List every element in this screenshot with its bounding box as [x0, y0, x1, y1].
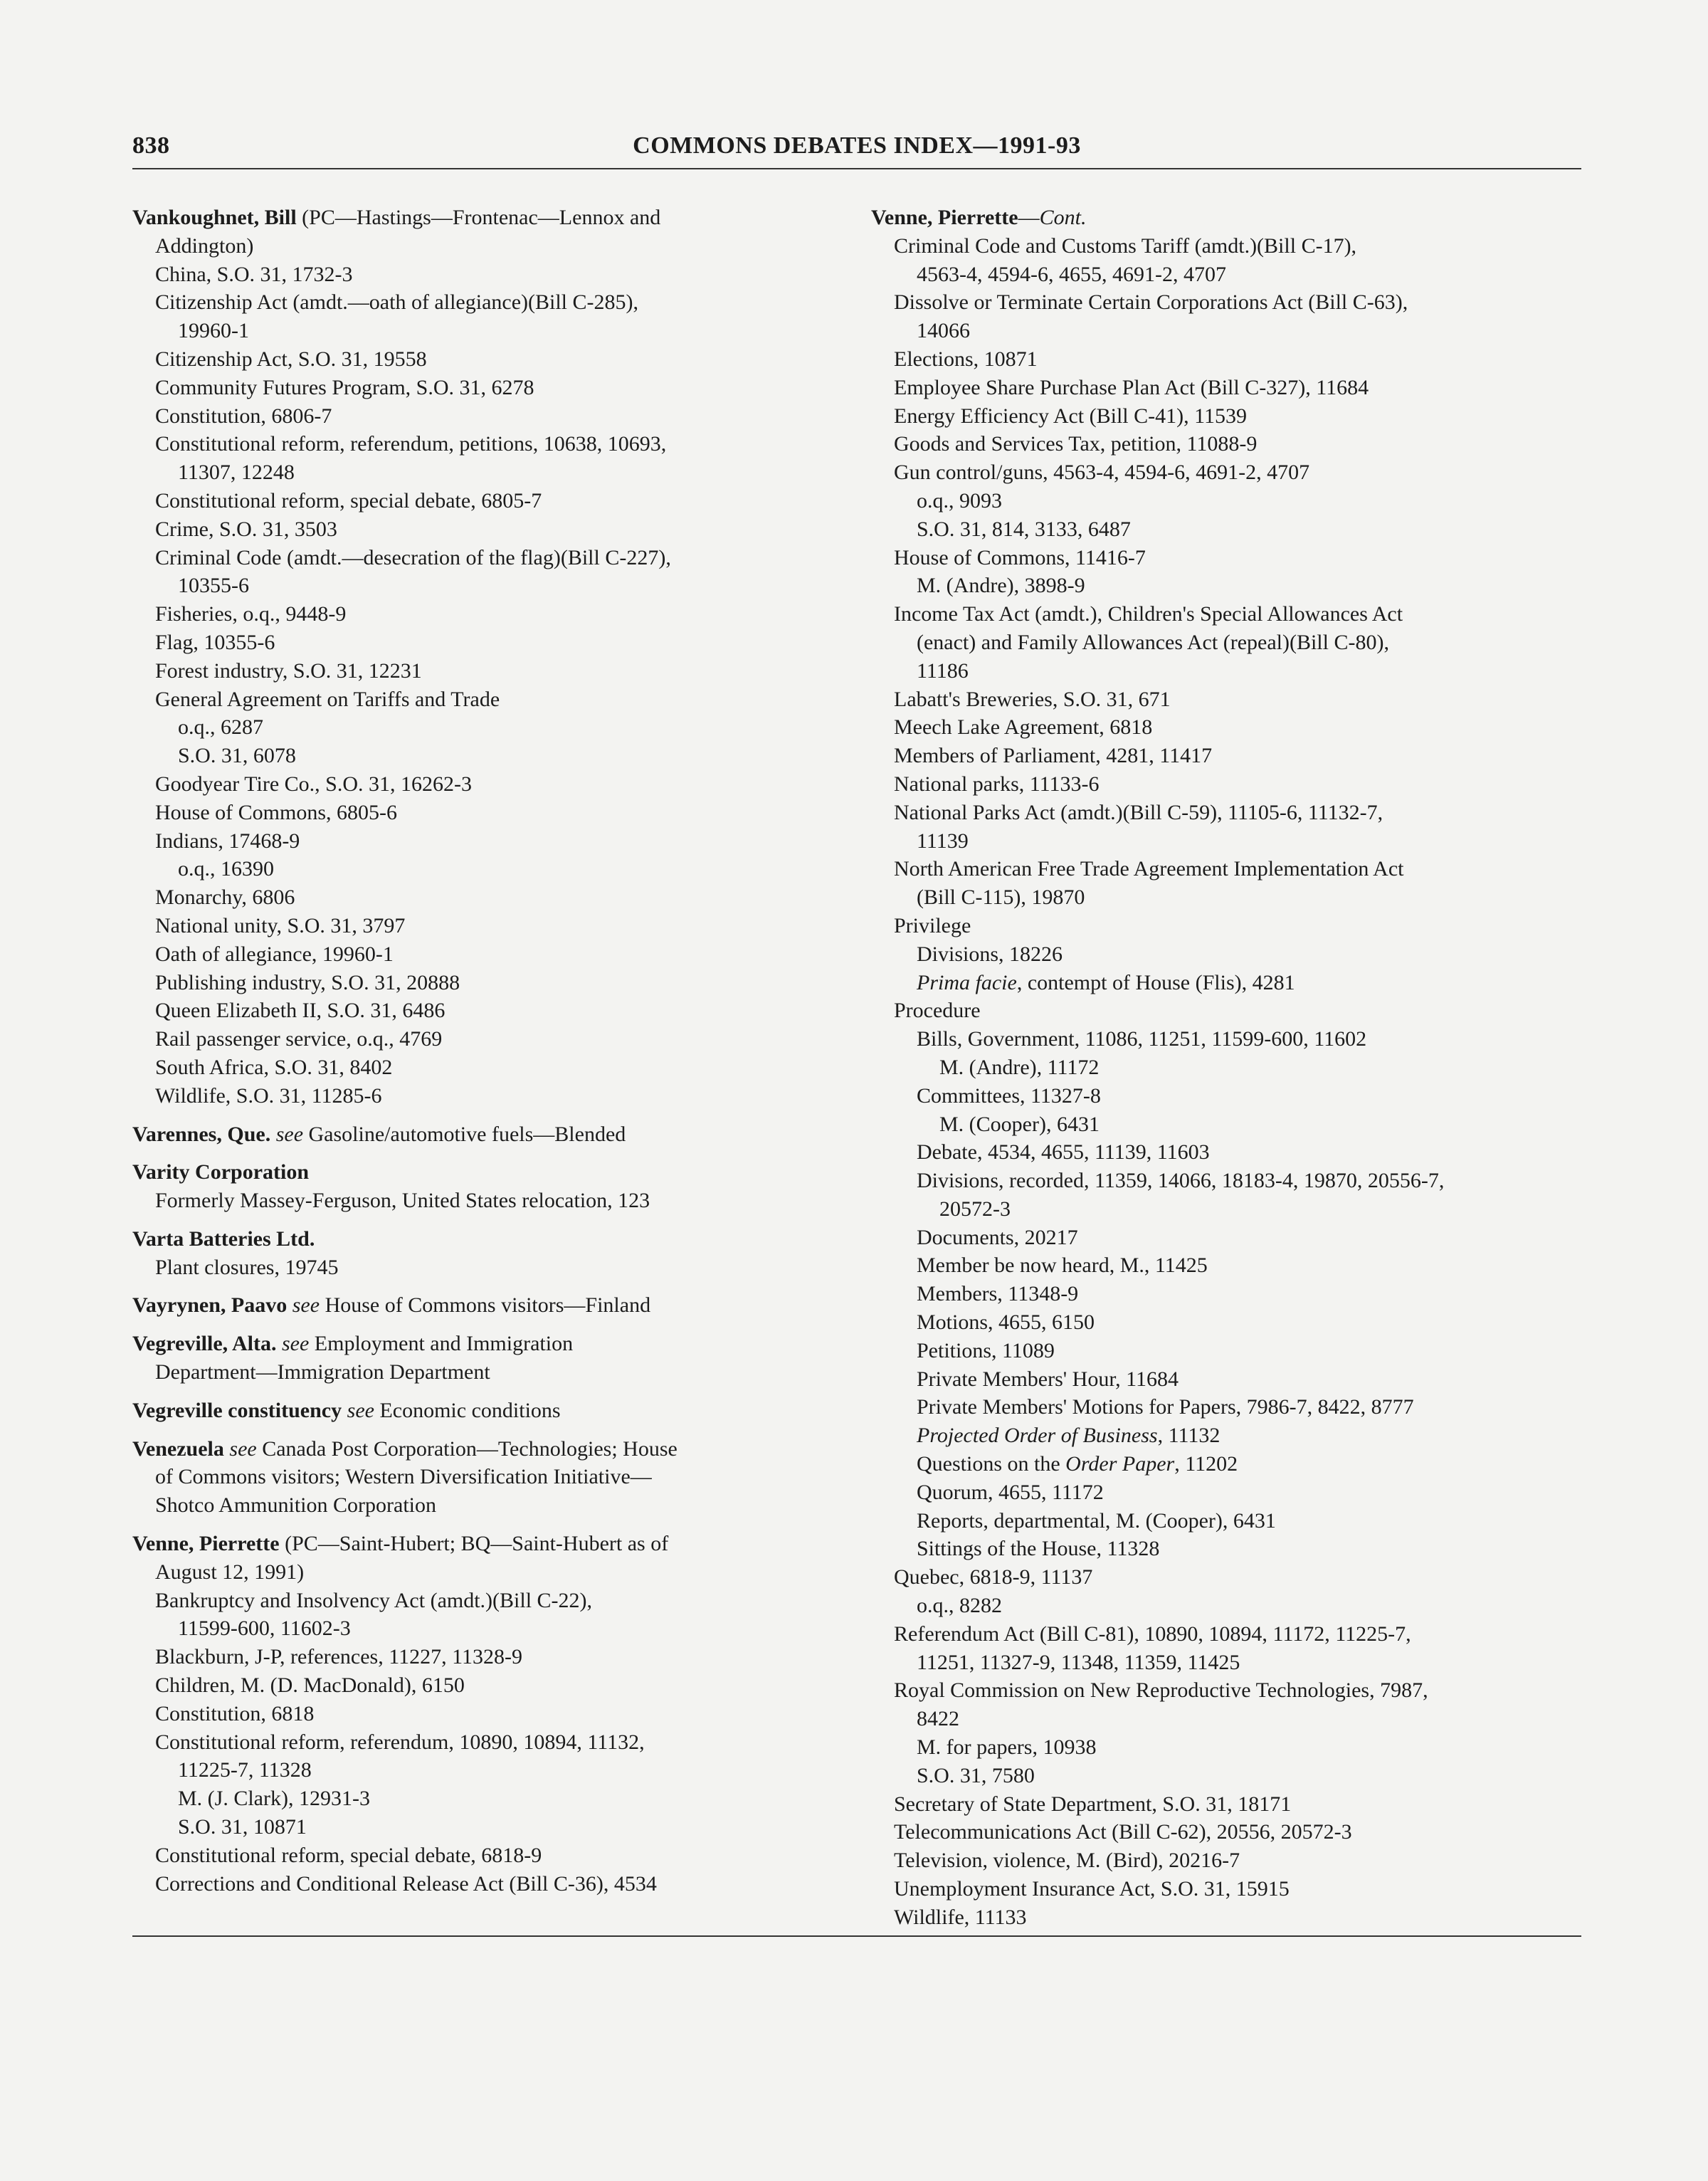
subentry-line [132, 940, 816, 969]
subentry-line [871, 770, 1583, 799]
entry-term: Varennes, Que. [132, 1122, 271, 1146]
entry-text: Citizenship Act (amdt.—oath of allegiance)(Bill C-285), [155, 290, 638, 315]
subentry-line [871, 345, 1583, 374]
subentry-line [132, 1358, 816, 1387]
entry-text: Wildlife, S.O. 31, 11285-6 [155, 1083, 382, 1108]
index-column-left [132, 204, 816, 1908]
entry-text: S.O. 31, 10871 [178, 1815, 307, 1839]
entry-text: Oath of allegiance, 19960-1 [155, 942, 394, 966]
subentry-line [871, 827, 1583, 856]
entry-text: Private Members' Motions for Papers, 7986-7, 8422, 8777 [917, 1395, 1414, 1419]
page-header [132, 130, 1581, 165]
index-entry [132, 1225, 816, 1282]
entry-text: Petitions, 11089 [917, 1338, 1055, 1362]
subentry-line [132, 713, 816, 742]
subentry-line [132, 1813, 816, 1841]
entry-text: Constitutional reform, referendum, 10890, 10894, 11132, [155, 1730, 645, 1754]
subentry-line [871, 1903, 1583, 1932]
subentry-line [871, 1450, 1583, 1478]
entry-text: Secretary of State Department, S.O. 31, 18171 [894, 1792, 1292, 1816]
subentry-line [871, 1875, 1583, 1903]
subentry-line [871, 1478, 1583, 1507]
entry-text: Formerly Massey-Ferguson, United States relocation, 123 [155, 1189, 650, 1213]
subentry-line [132, 742, 816, 770]
entry-text: Gun control/guns, 4563-4, 4594-6, 4691-2, 4707 [894, 461, 1310, 485]
entry-text: 4563-4, 4594-6, 4655, 4691-2, 4707 [917, 262, 1226, 286]
entry-text: Citizenship Act, S.O. 31, 19558 [155, 347, 427, 371]
subentry-line [871, 1337, 1583, 1365]
subentry-line [132, 1254, 816, 1282]
subentry-line [132, 1587, 816, 1615]
entry-term: Vegreville, Alta. [132, 1332, 277, 1356]
entry-heading-line [132, 1291, 816, 1320]
entry-text: of Commons visitors; Western Diversification Initiative— [155, 1465, 652, 1489]
entry-text: Corrections and Conditional Release Act (Bill C-36), 4534 [155, 1871, 657, 1896]
subentry-line [871, 685, 1583, 714]
entry-text: August 12, 1991) [155, 1560, 305, 1584]
subentry-line [871, 1280, 1583, 1308]
entry-heading-line [132, 1397, 816, 1425]
entry-text: China, S.O. 31, 1732-3 [155, 262, 353, 286]
subentry-line [871, 1053, 1583, 1082]
entry-text: 8422 [917, 1707, 959, 1731]
subentry-line [132, 1491, 816, 1520]
entry-text: o.q., 9093 [917, 488, 1002, 513]
entry-text: — [1018, 206, 1040, 229]
index-column-right [871, 204, 1583, 1942]
entry-term: Vegreville constituency [132, 1398, 342, 1422]
entry-text: , 11202 [1174, 1452, 1238, 1476]
subentry-line [871, 1676, 1583, 1705]
entry-text: , contempt of House (Flis), 4281 [1016, 970, 1295, 994]
header-rule [132, 168, 1581, 169]
index-entry [132, 1435, 816, 1520]
entry-text: M. for papers, 10938 [917, 1735, 1097, 1760]
entry-text [342, 1399, 347, 1422]
index-entry [132, 1530, 816, 1898]
subentry-line [871, 402, 1583, 431]
subentry-line [132, 572, 816, 600]
entry-text: S.O. 31, 814, 3133, 6487 [917, 517, 1131, 541]
entry-text: Documents, 20217 [917, 1225, 1078, 1249]
entry-text: Wildlife, 11133 [894, 1905, 1027, 1929]
entry-text: Meech Lake Agreement, 6818 [894, 715, 1153, 740]
index-entry [132, 1330, 816, 1387]
entry-text: National unity, S.O. 31, 3797 [155, 913, 406, 937]
italic-text: see [347, 1398, 374, 1422]
entry-text: 11139 [917, 829, 969, 853]
entry-text: 11186 [917, 658, 969, 683]
entry-text: Gasoline/automotive fuels—Blended [303, 1122, 626, 1146]
subentry-line [871, 799, 1583, 827]
subentry-line [132, 1671, 816, 1700]
subentry-line [871, 629, 1583, 657]
index-entry [132, 204, 816, 1110]
subentry-line [132, 912, 816, 940]
subentry-line [132, 261, 816, 289]
entry-text: Members, 11348-9 [917, 1282, 1079, 1306]
page-number: 838 [132, 132, 170, 159]
subentry-line [871, 232, 1583, 261]
entry-text: Indians, 17468-9 [155, 829, 300, 853]
entry-heading-line [132, 1120, 816, 1149]
entry-text: House of Commons, 6805-6 [155, 800, 397, 824]
subentry-line [871, 1762, 1583, 1790]
entry-text: Criminal Code (amdt.—desecration of the flag)(Bill C-227), [155, 545, 671, 569]
subentry-line [871, 912, 1583, 940]
entry-text: S.O. 31, 7580 [917, 1763, 1035, 1787]
entry-text: Members of Parliament, 4281, 11417 [894, 744, 1213, 768]
entry-text: Elections, 10871 [894, 347, 1038, 371]
entry-text: Fisheries, o.q., 9448-9 [155, 602, 347, 626]
subentry-line [132, 544, 816, 572]
subentry-line [871, 1733, 1583, 1762]
entry-text: Referendum Act (Bill C-81), 10890, 10894, 11172, 11225-7, [894, 1622, 1411, 1646]
entry-term: Varta Batteries Ltd. [132, 1226, 315, 1251]
subentry-line [132, 1870, 816, 1898]
entry-text: Dissolve or Terminate Certain Corporations Act (Bill C-63), [894, 290, 1408, 315]
subentry-line [132, 402, 816, 431]
entry-text: Community Futures Program, S.O. 31, 6278 [155, 375, 534, 399]
entry-text: (enact) and Family Allowances Act (repeal)(Bill C-80), [917, 630, 1389, 654]
subentry-line [132, 1053, 816, 1082]
entry-text: Shotco Ammunition Corporation [155, 1493, 436, 1518]
subentry-line [132, 997, 816, 1025]
subentry-line [132, 1700, 816, 1728]
subentry-line [132, 232, 816, 261]
running-title: COMMONS DEBATES INDEX—1991-93 [633, 132, 1081, 159]
entry-text: Labatt's Breweries, S.O. 31, 671 [894, 687, 1171, 711]
entry-text: Member be now heard, M., 11425 [917, 1254, 1208, 1278]
entry-text: M. (Andre), 11172 [939, 1055, 1100, 1079]
entry-text: Constitutional reform, referendum, petitions, 10638, 10693, [155, 432, 667, 456]
entry-text: Canada Post Corporation—Technologies; House [256, 1436, 678, 1461]
subentry-line [871, 1110, 1583, 1139]
subentry-line [132, 430, 816, 458]
subentry-line [132, 600, 816, 629]
index-entry [132, 1158, 816, 1215]
subentry-line [132, 827, 816, 856]
subentry-line [132, 855, 816, 883]
subentry-line [132, 657, 816, 685]
entry-text: 11599-600, 11602-3 [178, 1617, 351, 1641]
entry-text: (PC—Hastings—Frontenac—Lennox and [296, 206, 661, 229]
entry-text: S.O. 31, 6078 [178, 744, 296, 768]
entry-text: , 11132 [1157, 1424, 1221, 1448]
subentry-line [871, 1649, 1583, 1677]
entry-text: Telecommunications Act (Bill C-62), 20556, 20572-3 [894, 1820, 1352, 1844]
subentry-line [132, 883, 816, 912]
entry-text: Constitution, 6818 [155, 1701, 315, 1725]
subentry-line [132, 629, 816, 657]
subentry-line [871, 883, 1583, 912]
entry-text: Income Tax Act (amdt.), Children's Special Allowances Act [894, 602, 1403, 626]
entry-text: House of Commons visitors—Finland [320, 1293, 651, 1318]
entry-text: 10355-6 [178, 574, 249, 598]
italic-text: see [281, 1332, 310, 1356]
subentry-line [871, 515, 1583, 544]
entry-text: Sittings of the House, 11328 [917, 1537, 1160, 1561]
subentry-line [132, 685, 816, 714]
entry-text: Royal Commission on New Reproductive Technologies, 7987, [894, 1678, 1428, 1703]
entry-text: Economic conditions [374, 1398, 561, 1422]
entry-text: (Bill C-115), 19870 [917, 885, 1085, 910]
entry-text: Plant closures, 19745 [155, 1255, 339, 1279]
entry-text: Flag, 10355-6 [155, 630, 275, 654]
entry-text: Employment and Immigration [309, 1332, 574, 1356]
entry-heading-line [132, 1225, 816, 1254]
index-entry [871, 204, 1583, 1932]
entry-text: National Parks Act (amdt.)(Bill C-59), 11105-6, 11132-7, [894, 800, 1383, 824]
entry-text: 11307, 12248 [178, 461, 295, 485]
entry-text: Quebec, 6818-9, 11137 [894, 1565, 1093, 1589]
entry-heading-line [871, 204, 1583, 232]
entry-text [287, 1293, 292, 1317]
subentry-line [871, 1846, 1583, 1875]
entry-text: Motions, 4655, 6150 [917, 1310, 1095, 1335]
italic-text: see [292, 1293, 320, 1318]
entry-text: Questions on the [917, 1452, 1066, 1476]
entry-text: M. (J. Clark), 12931-3 [178, 1787, 370, 1811]
subentry-line [871, 1365, 1583, 1394]
subentry-line [132, 1463, 816, 1491]
entry-text: Department—Immigration Department [155, 1360, 490, 1384]
subentry-line [132, 1841, 816, 1870]
entry-text: Privilege [894, 913, 971, 937]
entry-text: Goods and Services Tax, petition, 11088-9 [894, 432, 1258, 456]
entry-text: Constitution, 6806-7 [155, 404, 332, 428]
subentry-line [871, 1818, 1583, 1846]
subentry-line [871, 317, 1583, 345]
subentry-line [871, 1421, 1583, 1450]
subentry-line [132, 770, 816, 799]
subentry-line [132, 288, 816, 317]
subentry-line [132, 799, 816, 827]
entry-text: Constitutional reform, special debate, 6805-7 [155, 488, 542, 513]
subentry-line [871, 1592, 1583, 1620]
italic-text: see [275, 1122, 304, 1146]
entry-text: General Agreement on Tariffs and Trade [155, 687, 500, 711]
subentry-line [871, 1620, 1583, 1649]
subentry-line [132, 1187, 816, 1215]
subentry-line [132, 317, 816, 345]
entry-text: Procedure [894, 999, 981, 1023]
subentry-line [871, 1195, 1583, 1224]
subentry-line [871, 1138, 1583, 1167]
entry-text: Monarchy, 6806 [155, 885, 295, 910]
entry-text: Blackburn, J-P, references, 11227, 11328-9 [155, 1645, 522, 1669]
entry-text: Crime, S.O. 31, 3503 [155, 517, 337, 541]
entry-text: National parks, 11133-6 [894, 772, 1100, 796]
entry-text: Private Members' Hour, 11684 [917, 1367, 1179, 1391]
entry-text [270, 1123, 276, 1146]
italic-text: Projected Order of Business [917, 1424, 1158, 1448]
entry-text: 19960-1 [178, 319, 249, 343]
subentry-line [871, 1705, 1583, 1733]
entry-text: Bills, Government, 11086, 11251, 11599-600, 11602 [917, 1027, 1367, 1051]
index-entry [132, 1120, 816, 1149]
entry-text: Debate, 4534, 4655, 11139, 11603 [917, 1140, 1210, 1165]
entry-heading-line [132, 1330, 816, 1358]
entry-text: Television, violence, M. (Bird), 20216-7 [894, 1849, 1240, 1873]
entry-text: o.q., 6287 [178, 715, 263, 740]
subentry-line [871, 487, 1583, 515]
entry-text: Quorum, 4655, 11172 [917, 1480, 1104, 1504]
subentry-line [871, 969, 1583, 997]
subentry-line [132, 458, 816, 487]
entry-text: Publishing industry, S.O. 31, 20888 [155, 970, 460, 994]
subentry-line [871, 657, 1583, 685]
subentry-line [132, 1728, 816, 1757]
entry-text: o.q., 16390 [178, 857, 274, 881]
subentry-line [871, 1025, 1583, 1053]
entry-text: Unemployment Insurance Act, S.O. 31, 15915 [894, 1877, 1290, 1901]
subentry-line [871, 600, 1583, 629]
subentry-line [871, 458, 1583, 487]
index-entry [132, 1291, 816, 1320]
entry-text: Divisions, 18226 [917, 942, 1063, 966]
subentry-line [871, 374, 1583, 402]
entry-heading-line [132, 1158, 816, 1187]
entry-text: Rail passenger service, o.q., 4769 [155, 1027, 443, 1051]
subentry-line [871, 1251, 1583, 1280]
subentry-line [871, 855, 1583, 883]
subentry-line [132, 1785, 816, 1813]
entry-term: Venezuela [132, 1436, 224, 1461]
entry-term: Vayrynen, Paavo [132, 1293, 288, 1318]
entry-text: 14066 [917, 319, 970, 343]
subentry-line [871, 430, 1583, 458]
subentry-line [871, 1167, 1583, 1195]
entry-text: 11251, 11327-9, 11348, 11359, 11425 [917, 1650, 1240, 1674]
subentry-line [871, 1790, 1583, 1819]
entry-text: Addington) [155, 233, 254, 258]
entry-text: Energy Efficiency Act (Bill C-41), 11539 [894, 404, 1248, 428]
subentry-line [132, 374, 816, 402]
subentry-line [871, 713, 1583, 742]
entry-text: House of Commons, 11416-7 [894, 545, 1146, 569]
subentry-line [871, 742, 1583, 770]
entry-text: Queen Elizabeth II, S.O. 31, 6486 [155, 999, 446, 1023]
subentry-line [871, 997, 1583, 1025]
entry-text: South Africa, S.O. 31, 8402 [155, 1055, 393, 1079]
subentry-line [132, 515, 816, 544]
subentry-line [871, 940, 1583, 969]
entry-term: Venne, Pierrette [871, 206, 1018, 229]
subentry-line [871, 1563, 1583, 1592]
entry-text: Constitutional reform, special debate, 6818-9 [155, 1843, 542, 1867]
subentry-line [871, 1082, 1583, 1110]
italic-text: Prima facie [917, 970, 1017, 994]
subentry-line [132, 1614, 816, 1643]
index-entry [132, 1397, 816, 1425]
subentry-line [132, 1756, 816, 1785]
subentry-line [132, 1082, 816, 1110]
entry-term: Varity Corporation [132, 1160, 310, 1184]
footer-rule [132, 1935, 1581, 1937]
subentry-line [871, 1535, 1583, 1563]
entry-text: Criminal Code and Customs Tariff (amdt.)(Bill C-17), [894, 233, 1357, 258]
subentry-line [871, 288, 1583, 317]
entry-text: Committees, 11327-8 [917, 1083, 1101, 1108]
subentry-line [132, 1643, 816, 1671]
subentry-line [871, 544, 1583, 572]
subentry-line [132, 487, 816, 515]
entry-text: (PC—Saint-Hubert; BQ—Saint-Hubert as of [279, 1532, 669, 1556]
entry-heading-line [132, 204, 816, 232]
entry-text [276, 1332, 282, 1355]
subentry-line [871, 1308, 1583, 1337]
subentry-line [132, 1558, 816, 1587]
entry-text: M. (Cooper), 6431 [939, 1112, 1100, 1136]
entry-heading-line [132, 1530, 816, 1558]
italic-text: Cont. [1039, 206, 1087, 229]
subentry-line [132, 969, 816, 997]
entry-text: Goodyear Tire Co., S.O. 31, 16262-3 [155, 772, 473, 796]
entry-term: Venne, Pierrette [132, 1532, 280, 1556]
entry-text: Forest industry, S.O. 31, 12231 [155, 658, 422, 683]
entry-text: M. (Andre), 3898-9 [917, 574, 1085, 598]
entry-text: o.q., 8282 [917, 1594, 1002, 1618]
entry-text: Bankruptcy and Insolvency Act (amdt.)(Bill C-22), [155, 1588, 593, 1612]
subentry-line [871, 1224, 1583, 1252]
italic-text: Order Paper [1065, 1452, 1175, 1476]
entry-text: North American Free Trade Agreement Implementation Act [894, 857, 1404, 881]
italic-text: see [229, 1436, 257, 1461]
entry-text: Employee Share Purchase Plan Act (Bill C-327), 11684 [894, 375, 1369, 399]
entry-text: 20572-3 [939, 1197, 1011, 1221]
entry-term: Vankoughnet, Bill [132, 206, 297, 229]
subentry-line [871, 1393, 1583, 1421]
entry-text: Reports, departmental, M. (Cooper), 6431 [917, 1508, 1276, 1533]
entry-text: Divisions, recorded, 11359, 14066, 18183-4, 19870, 20556-7, [917, 1169, 1445, 1193]
subentry-line [132, 1025, 816, 1053]
subentry-line [132, 345, 816, 374]
entry-heading-line [132, 1435, 816, 1463]
subentry-line [871, 572, 1583, 600]
entry-text: Children, M. (D. MacDonald), 6150 [155, 1673, 465, 1698]
subentry-line [871, 1507, 1583, 1535]
subentry-line [871, 261, 1583, 289]
entry-text: 11225-7, 11328 [178, 1758, 312, 1782]
